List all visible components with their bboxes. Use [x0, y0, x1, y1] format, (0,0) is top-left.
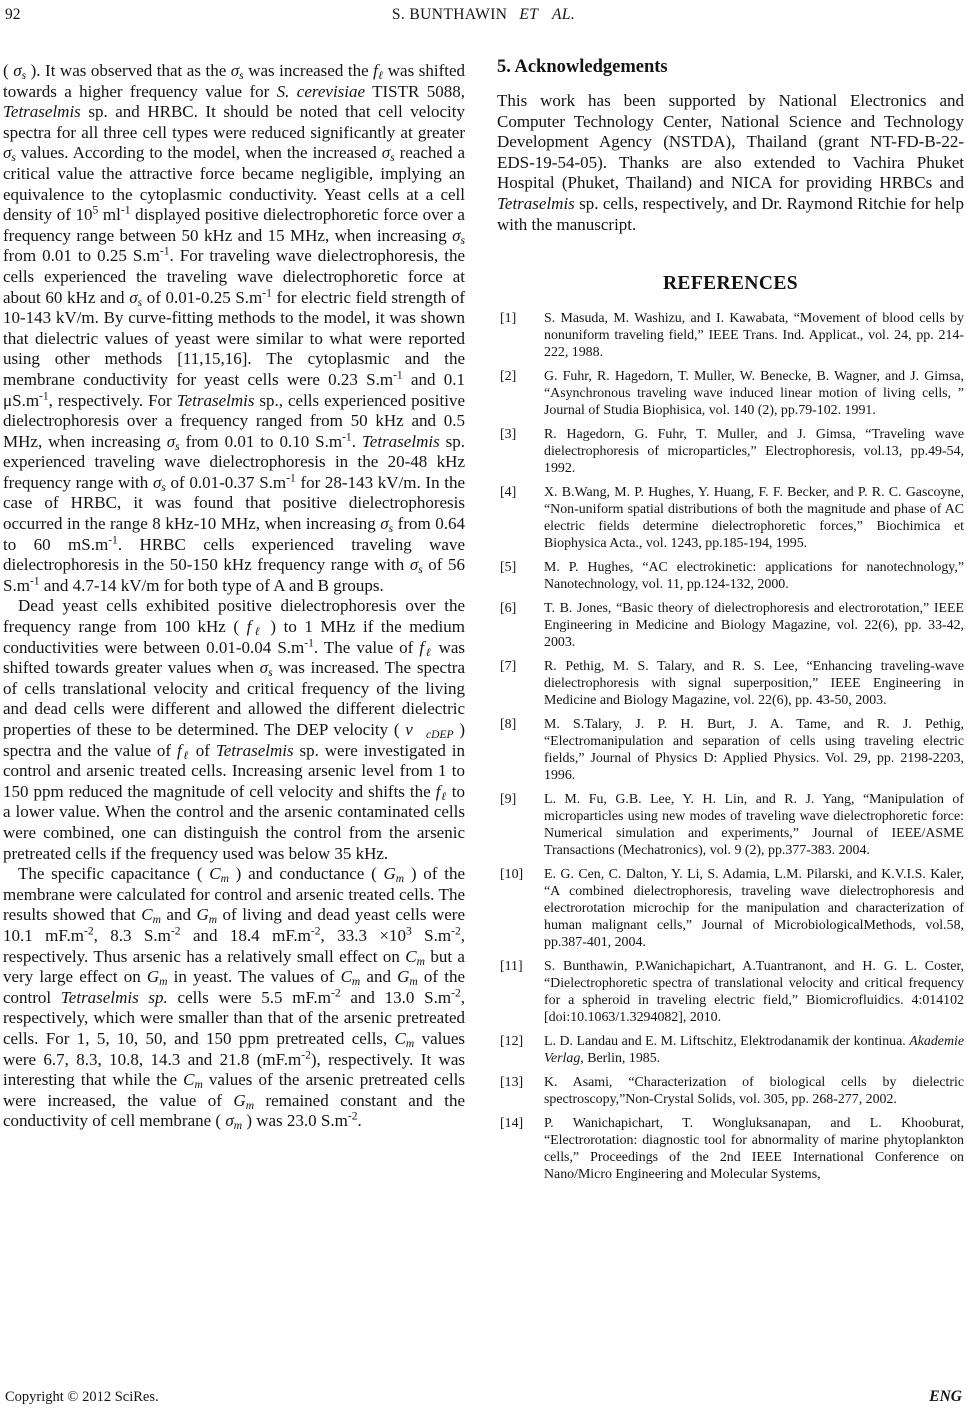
acknowledgements-paragraph: This work has been supported by National Electronics and Computer Technology Center, National Science and Technology Development Agency (NSTDA), Thailand (grant NT-FD-B-22-EDS-19-54-05). Thanks are also extended to Vachira Phuket Hospital (Phuket, Thailand) and NICA for providing HRBCs and Tetraselmis sp. cells, respectively, and Dr. Raymond Ritchie for help with the manuscript.	[497, 91, 964, 234]
reference-text: P. Wanichapichart, T. Wongluksanapan, and L. Khooburat, “Electrorotation: diagnostic tool for abnormality of marine phytoplankton cells,” Proceedings of the 2nd IEEE International Conference on Nano/Micro Engineering and Molecular Systems,	[544, 1116, 964, 1183]
body-paragraph: ( $\sigma_s$ ). It was observed that as the $\sigma_s$ was increased the $f_\ell$ was shifted towards a higher frequency value for S. cerevisiae TISTR 5088, Tetraselmis sp. and HRBC. It should be noted that cell velocity spectra for all three cell types were reduced significantly at greater $\sigma_s$ values. According to the model, when the increased $\sigma_s$ reached a critical value the attractive force became negligible, implying an equivalence to the cytoplasmic conductivity. Yeast cells at a cell density of $10^5$ $ml^{-1}$ displayed positive dielectrophoretic force over a frequency range between 50 kHz and 15 MHz, when increasing $\sigma_s$ from 0.01 to 0.25 $S.m^{-1}$. For traveling wave dielectrophoresis, the cells experienced the traveling wave dielectrophoretic force at about 60 kHz and $\sigma_s$ of 0.01-0.25 $S.m^{-1}$ for electric field strength of 10-143 kV/m. By curve-fitting methods to the model, it was shown that dielectric values of yeast were similar to what were reported using other methods [11,15,16]. The cytoplasmic and the membrane conductivity for yeast cells were 0.23 $S.m^{-1}$ and 0.1 $\mu S.m^{-1}$, respectively. For Tetraselmis sp., cells experienced positive dielectrophoresis over a frequency ranged from 50 kHz and 0.5 MHz, when increasing $\sigma_s$ from 0.01 to 0.10 $S.m^{-1}$. Tetraselmis sp. experienced traveling wave dielectrophoresis in the 20-48 kHz frequency range with $\sigma_s$ of 0.01-0.37 $S.m^{-1}$ for 28-143 kV/m. In the case of HRBC, it was found that positive dielectrophoresis occurred in the range 8 kHz-10 MHz, when increasing $\sigma_s$ from 0.64 to 60 $mS.m^{-1}$. HRBC cells experienced traveling wave dielectrophoresis in the 50-150 kHz frequency range with $\sigma_s$ of 56 $S.m^{-1}$ and 4.7-14 kV/m for both type of A and B groups.	[3, 61, 466, 595]
references-list	[497, 310, 964, 1183]
reference-text: T. B. Jones, “Basic theory of dielectrophoresis and electrorotation,” IEEE Engineering in Medicine and Biology Magazine, vol. 22(6), pp. 33-42, 2003.	[544, 601, 964, 651]
reference-text: L. M. Fu, G.B. Lee, Y. H. Lin, and R. J. Yang, “Manipulation of microparticles using new modes of traveling wave dielectrophoretic force: Numerical simulation and experiments,” Journal of IEEE/ASME Transactions (Mechatronics), vol. 9 (2), pp.377-383. 2004.	[544, 792, 964, 859]
reference-label: [3]	[500, 427, 517, 443]
reference-item	[497, 958, 964, 1026]
reference-item	[497, 484, 964, 552]
acknowledgements-heading: 5. Acknowledgements	[497, 57, 668, 77]
body-paragraph: Dead yeast cells exhibited positive dielectrophoresis over the frequency range from 100 kHz ( $f_\ell$ ) to 1 MHz if the medium conductivities were between 0.01-0.04 $S.m^{-1}$. The value of $f_\ell$ was shifted towards greater values when $\sigma_s$ was increased. The spectra of cells translational velocity and critical frequency of the living and dead cells were different and allowed the different dielectric properties of these to be determined. The DEP velocity ( $v⃗_{cDEP}$ ) spectra and the value of $f_\ell$ of Tetraselmis sp. were investigated in control and arsenic treated cells. Increasing arsenic level from 1 to 150 ppm reduced the magnitude of cell velocity and shifts the $f_\ell$ to a lower value. When the control and the arsenic contaminated cells were combined, one can distinguish the control from the arsenic pretreated cells if the frequency used was below 35 kHz.	[3, 596, 465, 863]
reference-text: G. Fuhr, R. Hagedorn, T. Muller, W. Benecke, B. Wagner, and J. Gimsa, “Asynchronous traveling wave induced linear motion of living cells, ” Journal of Studia Biophisica, vol. 140 (2), pp.79-102. 1991.	[544, 369, 964, 419]
reference-label: [7]	[500, 659, 517, 675]
reference-text: K. Asami, “Characterization of biological cells by dielectric spectroscopy,”Non-Crystal Solids, vol. 305, pp. 268-277, 2002.	[544, 1075, 964, 1108]
reference-text: X. B.Wang, M. P. Hughes, Y. Huang, F. F. Becker, and P. R. C. Gascoyne, “Non-uniform spatial distributions of both the magnitude and phase of AC electric fields determine dielectrophoretic forces,” Biochimica et Biophysica Acta., vol. 1243, pp.185-194, 1995.	[544, 485, 964, 552]
reference-label: [4]	[500, 485, 517, 501]
reference-label: [6]	[500, 601, 517, 617]
reference-item	[497, 1115, 964, 1183]
running-head	[0, 6, 967, 24]
reference-label: [10]	[500, 867, 524, 883]
page-header	[0, 0, 967, 30]
reference-label: [12]	[500, 1034, 524, 1050]
reference-text: S. Masuda, M. Washizu, and I. Kawabata, “Movement of blood cells by nonuniform traveling field,” IEEE Trans. Ind. Applicat., vol. 24, pp. 214-222, 1988.	[544, 311, 964, 361]
page-footer	[5, 1388, 962, 1406]
running-head-etal: ET AL.	[519, 6, 576, 23]
reference-text: S. Bunthawin, P.Wanichapichart, A.Tuantranont, and H. G. L. Coster, “Dielectrophoretic spectra of translational velocity and critical frequency for a spheroid in traveling electric field,” Biomicrofluidics. 4:014102 [doi:10.1063/1.3294082], 2010.	[544, 959, 964, 1026]
reference-text: R. Hagedorn, G. Fuhr, T. Muller, and J. Gimsa, “Traveling wave dielectrophoresis of microparticles,” Electrophoresis, vol.13, pp.49-54, 1992.	[544, 427, 964, 477]
reference-text: E. G. Cen, C. Dalton, Y. Li, S. Adamia, L.M. Pilarski, and K.V.I.S. Kaler, “A combined dielectrophoresis, traveling wave dielectrophoresis and electrorotation microchip for the manipulation and characterization of human malignant cells,” Journal of MicrobiologicalMethods, vol.58, pp.387-401, 2004.	[544, 867, 964, 951]
reference-item	[497, 426, 964, 477]
copyright-notice: Copyright © 2012 SciRes.	[5, 1389, 159, 1405]
reference-item	[497, 1033, 964, 1067]
reference-item	[497, 866, 964, 951]
reference-item	[497, 600, 964, 651]
reference-label: [1]	[500, 311, 517, 327]
reference-text: R. Pethig, M. S. Talary, and R. S. Lee, “Enhancing traveling-wave dielectrophoresis with signal superposition,” IEEE Engineering in Medicine and Biology Magazine, vol. 22(6), pp. 43-50, 2003.	[544, 659, 964, 709]
reference-label: [14]	[500, 1116, 524, 1132]
reference-item	[497, 791, 964, 859]
reference-item	[497, 310, 964, 361]
reference-item	[497, 368, 964, 419]
reference-item	[497, 559, 964, 593]
reference-item	[497, 1074, 964, 1108]
page-number: 92	[5, 6, 21, 23]
reference-item	[497, 716, 964, 784]
body-paragraph: The specific capacitance ( $C_m$ ) and conductance ( $G_m$ ) of the membrane were calculated for control and arsenic treated cells. The results showed that $C_m$ and $G_m$ of living and dead yeast cells were 10.1 $mF.m^{-2}$, 8.3 $S.m^{-2}$ and 18.4 $mF.m^{-2}$, $33.3 \times 10^3$ $S.m^{-2}$, respectively. Thus arsenic has a relatively small effect on $C_m$ but a very large effect on $G_m$ in yeast. The values of $C_m$ and $G_m$ of the control Tetraselmis sp. cells were 5.5 $mF.m^{-2}$ and 13.0 $S.m^{-2}$, respectively, which were smaller than that of the arsenic pretreated cells. For 1, 5, 10, 50, and 150 ppm pretreated cells, $C_m$ values were 6.7, 8.3, 10.8, 14.3 and 21.8 $(mF.m^{-2})$, respectively. It was interesting that while the $C_m$ values of the arsenic pretreated cells were increased, the value of $G_m$ remained constant and the conductivity of cell membrane ( $\sigma_m$ ) was 23.0 $S.m^{-2}$.	[3, 864, 466, 1133]
running-head-authors: S. BUNTHAWIN	[391, 6, 508, 23]
right-column	[497, 57, 964, 1190]
reference-label: [8]	[500, 717, 517, 733]
reference-text: L. D. Landau and E. M. Liftschitz, Elektrodanamik der kontinua. Akademie Verlag, Berlin, 1985.	[544, 1034, 964, 1067]
reference-label: [9]	[500, 792, 517, 808]
journal-code: ENG	[929, 1388, 962, 1405]
references-heading: REFERENCES	[662, 273, 799, 295]
two-column-content	[3, 57, 964, 1190]
reference-text: M. S.Talary, J. P. H. Burt, J. A. Tame, and R. J. Pethig, “Electromanipulation and separation of cells using traveling electric fields,” Journal of Physics D: Applied Physics. Vol. 29, pp. 2198-2203, 1996.	[544, 717, 964, 784]
reference-label: [5]	[500, 560, 517, 576]
reference-label: [13]	[500, 1075, 524, 1091]
reference-label: [11]	[500, 959, 523, 975]
reference-text: M. P. Hughes, “AC electrokinetic: applications for nanotechnology,” Nanotechnology, vol. 11, pp.124-132, 2000.	[544, 560, 964, 593]
reference-item	[497, 658, 964, 709]
left-column	[3, 57, 465, 1190]
reference-label: [2]	[500, 369, 517, 385]
